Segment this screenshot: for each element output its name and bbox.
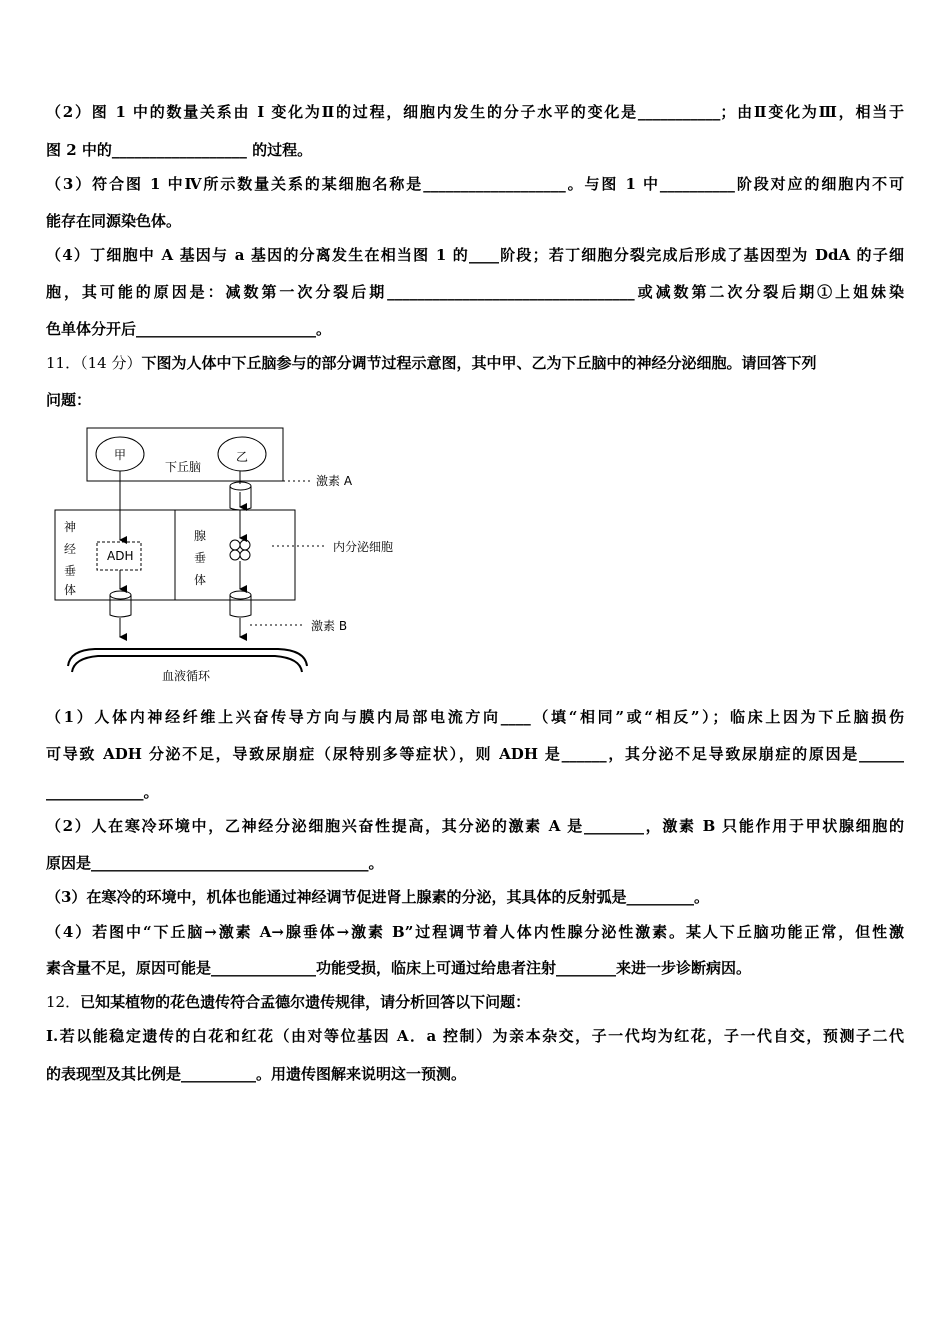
q10-part4-line2: 胞，其可能的原因是：减数第一次分裂后期_________________________________或减数第二次分裂后期①上姐妹染 (46, 283, 904, 301)
q12-stem (46, 992, 904, 1012)
q10-part4-line3: 色单体分开后________________________。 (46, 320, 332, 338)
blood-circulation-label: 血液循环 (162, 669, 211, 683)
q11-part4-line1: （4）若图中“下丘脑→激素 A→腺垂体→激素 B”过程调节着人体内性腺分泌性激素。某人下丘脑功能正常，但性激 (46, 923, 904, 941)
q11-part2-line2: 原因是_____________________________________。 (46, 854, 384, 872)
hormone-b-label: 激素 B (311, 619, 348, 633)
q12-part-i-line1: I.若以能稳定遗传的白花和红花（由对等位基因 A．a 控制）为亲本杂交，子一代均为红花，子一代自交，预测子二代 (46, 1027, 904, 1045)
q10-part4-line1: （4）丁细胞中 A 基因与 a 基因的分离发生在相当图 1 的____阶段；若丁细胞分裂完成后形成了基因型为 DdA 的子细 (46, 246, 904, 264)
cell-yi-label: 乙 (236, 450, 249, 464)
posterior-pituitary-label-3: 垂 (64, 564, 77, 578)
q10-part2-line2: 图 2 中的__________________ 的过程。 (46, 141, 313, 159)
endocrine-cells-label: 内分泌细胞 (333, 540, 394, 554)
posterior-pituitary-label-2: 经 (64, 542, 77, 556)
posterior-pituitary-label-1: 神 (64, 520, 77, 534)
vesicle-hormone-b (230, 591, 251, 617)
q10-part3-line2: 能存在同源染色体。 (46, 212, 182, 230)
endocrine-cells-icon (230, 540, 250, 560)
cell-jia-label: 甲 (114, 448, 127, 462)
hypothalamus-label: 下丘脑 (165, 460, 202, 474)
q11-part2-line1: （2）人在寒冷环境中，乙神经分泌细胞兴奋性提高，其分泌的激素 A 是________，激素 B 只能作用于甲状腺细胞的 (46, 817, 904, 835)
q11-part1-line3: _____________。 (46, 783, 159, 801)
q12-stem-text: 已知某植物的花色遗传符合孟德尔遗传规律，请分析回答以下问题： (80, 993, 531, 1011)
q10-part2-line1: （2）图 1 中的数量关系由 I 变化为Ⅱ的过程，细胞内发生的分子水平的变化是___________；由Ⅱ变化为Ⅲ，相当于 (46, 103, 904, 121)
anterior-pituitary-label-2: 垂 (194, 551, 207, 565)
hormone-a-label: 激素 A (316, 474, 353, 488)
q11-stem-line2: 问题： (46, 391, 92, 409)
q12-part-i-line2: 的表现型及其比例是__________。用遗传图解来说明这一预测。 (46, 1065, 467, 1083)
posterior-pituitary-label-4: 体 (64, 583, 77, 597)
anterior-pituitary-label-1: 腺 (194, 529, 207, 543)
adh-label: ADH (107, 549, 134, 563)
question-number: 12． (46, 993, 81, 1011)
anterior-pituitary-label-3: 体 (194, 573, 207, 587)
q11-part1-line1: （1）人体内神经纤维上兴奋传导方向与膜内局部电流方向____（填“相同”或“相反”）；临床上因为下丘脑损伤 (46, 708, 904, 726)
question-number: 11．（14 分） (46, 354, 142, 372)
q11-stem-text: 下图为人体中下丘脑参与的部分调节过程示意图，其中甲、乙为下丘脑中的神经分泌细胞。请回答下列 (141, 354, 817, 372)
q11-part1-line2: 可导致 ADH 分泌不足，导致尿崩症（尿特别多等症状），则 ADH 是______，其分泌不足导致尿崩症的原因是______ (46, 745, 904, 763)
q11-part3-line1: （3）在寒冷的环境中，机体也能通过神经调节促进肾上腺素的分泌，其具体的反射弧是_________。 (46, 888, 709, 906)
q11-part4-line2: 素含量不足，原因可能是______________功能受损，临床上可通过给患者注射________来进一步诊断病因。 (46, 959, 752, 977)
q10-part3-line1: （3）符合图 1 中Ⅳ所示数量关系的某细胞名称是___________________。与图 1 中__________阶段对应的细胞内不可 (46, 175, 904, 193)
vesicle-adh (110, 591, 131, 617)
